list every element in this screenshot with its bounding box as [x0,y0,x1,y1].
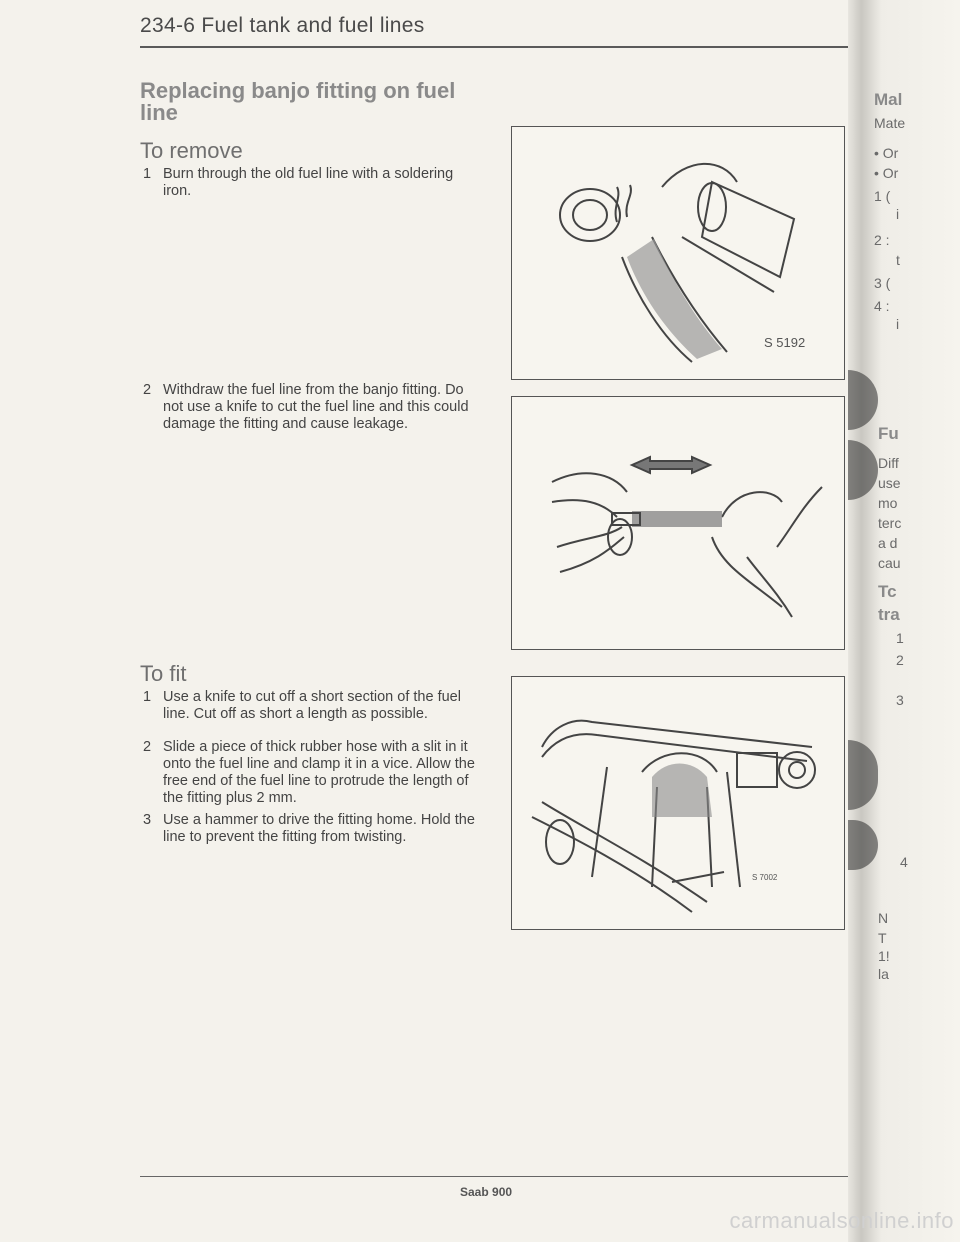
figure-vice-hammer [511,676,845,930]
adjacent-text: tra [878,605,900,624]
adjacent-text: terc [878,515,902,531]
step-number: 3 [143,812,152,828]
adjacent-text: Tc [878,582,897,601]
adjacent-text: i [896,316,900,332]
fit-step-2 [143,739,478,807]
step-text: Use a hammer to drive the fitting home. Hold the line to prevent the fitting from twisting. [163,812,475,845]
to-fit-heading: To fit [140,661,187,686]
watermark: carmanualsonline.info [729,1208,954,1233]
step-text: Use a knife to cut off a short section of the fuel line. Cut off as short a length as possible. [163,689,461,722]
adjacent-text: 1! [878,948,890,964]
footer-rule [140,1176,900,1177]
step-number: 2 [143,382,152,398]
adjacent-text: t [896,252,900,268]
withdraw-illustration [512,397,844,649]
adjacent-text: Fu [878,424,899,443]
step-text: Burn through the old fuel line with a soldering iron. [163,166,454,199]
remove-step-2 [143,382,478,433]
adjacent-text: la [878,966,889,982]
adjacent-text: mo [878,495,898,511]
footer-model: Saab 900 [460,1185,513,1199]
adjacent-text: 2 [896,652,904,668]
section-title: Replacing banjo fitting on fuel line [140,78,456,125]
adjacent-text: Mate [874,115,906,131]
adjacent-text: Mal [874,90,903,109]
figure-code-label: S 7002 [752,873,778,882]
adjacent-text: • Or [874,165,899,181]
figure-withdraw-line [511,396,845,650]
adjacent-text: Diff [878,455,899,471]
adjacent-text: 1 ( [874,188,891,204]
adjacent-text: i [896,206,900,222]
step-number: 1 [143,689,152,705]
fit-step-3 [143,812,478,846]
step-number: 1 [143,166,152,182]
figure-code-label: S 5192 [764,335,806,350]
remove-step-1 [143,166,478,200]
adjacent-text: 1 [896,630,904,646]
step-text: Slide a piece of thick rubber hose with a slit in it onto the fuel line and clamp it in a vice. Allow the free end of the fuel line to protrude the length of the fitting plus 2 mm. [163,739,475,806]
adjacent-text: a d [878,535,898,551]
adjacent-text: • Or [874,145,899,161]
adjacent-text: T [878,930,887,946]
adjacent-text: 2 : [874,232,890,248]
adjacent-text: use [878,475,901,491]
step-text: Withdraw the fuel line from the banjo fitting. Do not use a knife to cut the fuel line and this could damage the fitting and cause leakage. [163,382,469,432]
adjacent-text: 3 ( [874,275,891,291]
to-remove-heading: To remove [140,138,243,163]
adjacent-text: 4 : [874,298,890,314]
adjacent-text: 3 [896,692,904,708]
fit-step-1 [143,689,478,723]
figure-soldering-iron [511,126,845,380]
page-header-title: 234-6 Fuel tank and fuel lines [140,14,425,37]
header-rule [140,46,880,48]
adjacent-text: cau [878,555,901,571]
adjacent-page-strip [848,0,960,1242]
vice-illustration [512,677,844,929]
adjacent-text: N [878,910,889,926]
step-number: 2 [143,739,152,755]
adjacent-text: 4 [900,854,908,870]
